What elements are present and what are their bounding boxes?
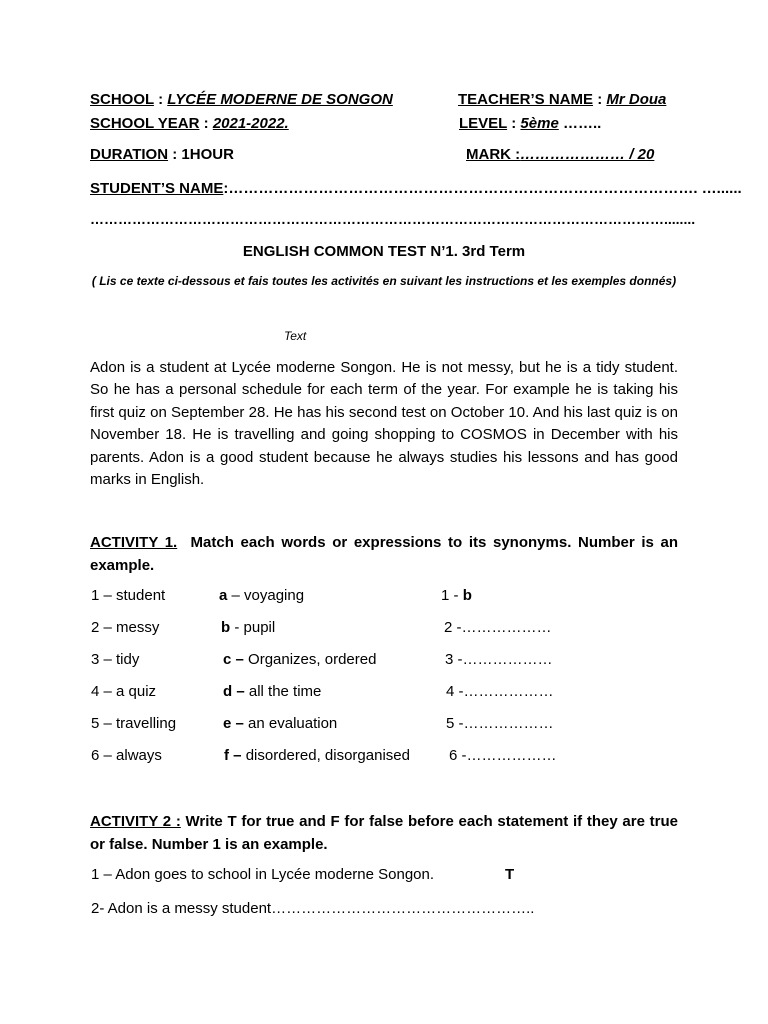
mark-line: MARK :………………… / 20 [466,146,655,163]
student-name-dots: :…………………………………………………………………………………. …...... [223,180,742,197]
mark-value: ………………… / 20 [520,146,655,163]
match-letter: f – [224,747,242,764]
match-row [0,715,768,737]
match-answer-blank[interactable]: ……………… [466,747,557,764]
mark-label: MARK [466,146,511,163]
duration-label: DURATION [90,146,169,163]
school-line: SCHOOL : LYCÉE MODERNE DE SONGON [90,91,393,108]
match-row: 1 – student a – voyaging 1 - b [91,587,472,604]
duration-value: 1HOUR [181,146,234,163]
activity2-instruction: Write T for true and F for false before each statement if they are true or false. Number 1 is an example. [90,813,678,853]
year-value: 2021-2022. [212,115,289,132]
reading-passage: Adon is a student at Lycée moderne Songon. He is not messy, but he is a tidy student. So he has a personal schedule for each term of the year. For example he is taking his first quiz on September 28. He has his second test on October 10. And his last quiz is on November 18. He is travelling and going shopping to COSMOS in December with his parents. Adon is a good student because he always studies his lessons and has good marks in English. [90,359,678,489]
match-row [0,747,768,769]
match-synonym: all the time [248,683,322,700]
match-answer-blank[interactable]: ……………… [463,715,554,732]
match-answer: b [462,587,472,604]
year-line: SCHOOL YEAR : 2021-2022. [90,115,289,132]
student-name-line [90,180,742,197]
school-label: SCHOOL [90,91,154,108]
level-line: LEVEL : 5ème …….. [459,115,602,132]
match-row [0,683,768,705]
test-title: ENGLISH COMMON TEST N’1. 3rd Term [242,243,526,260]
match-word: 6 – always [91,747,162,764]
match-answer-number: 2 - [444,619,462,636]
match-answer-number: 3 - [445,651,463,668]
statement-2[interactable]: 2- Adon is a messy student…………………………………………….. [91,900,535,917]
match-synonym: disordered, disorganised [245,747,410,764]
duration-line: DURATION : 1HOUR [90,146,234,163]
match-answer-number: 5 - [446,715,464,732]
activity1-instruction: Match each words or expressions to its synonyms. Number is an example. [90,534,679,574]
text-label: Text [284,329,307,343]
match-row: 2 – messy b - pupil 2 -……………… [91,619,552,636]
statement-1: 1 – Adon goes to school in Lycée moderne Songon. [91,866,435,883]
match-synonym: pupil [243,619,276,636]
match-letter: d – [223,683,245,700]
match-synonym: voyaging [244,587,305,604]
statement-1-answer[interactable]: T [505,866,515,883]
activity1-label: ACTIVITY 1. [90,534,178,551]
match-answer-blank[interactable]: ……………… [462,651,553,668]
match-letter: a [219,587,228,604]
student-name-dots-line2: ……………………………………………………………………………………………………………........ [90,211,696,227]
student-name-label: STUDENT’S NAME [90,180,224,197]
match-answer-number: 1 - [441,587,463,604]
match-answer-number: 4 - [446,683,464,700]
level-dots: …….. [562,115,602,132]
match-synonym: Organizes, ordered [248,651,377,668]
teacher-line: TEACHER’S NAME : Mr Doua [458,91,667,108]
activity1-heading [90,532,678,577]
match-answer-blank[interactable]: ……………… [463,683,554,700]
match-word: 5 – travelling [91,715,177,732]
match-word: 2 – messy [91,619,160,636]
school-value: LYCÉE MODERNE DE SONGON [167,91,393,108]
match-letter: c – [223,651,244,668]
teacher-value: Mr Doua [606,91,667,108]
match-word: 4 – a quiz [91,683,157,700]
match-word: 3 – tidy [91,651,140,668]
level-label: LEVEL [459,115,508,132]
activity2-label: ACTIVITY 2 : [90,813,181,830]
match-answer-blank[interactable]: ……………… [461,619,552,636]
teacher-label: TEACHER’S NAME [458,91,594,108]
match-synonym: an evaluation [248,715,338,732]
match-word: 1 – student [91,587,166,604]
year-label: SCHOOL YEAR [90,115,200,132]
match-letter: e – [223,715,244,732]
match-answer-number: 6 - [449,747,467,764]
match-row [0,651,768,673]
activity2-heading [90,811,678,856]
match-letter: b [221,619,231,636]
test-instruction: ( Lis ce texte ci-dessous et fais toutes les activités en suivant les instructions et les exemples donnés) [91,274,677,288]
level-value: 5ème [520,115,559,132]
